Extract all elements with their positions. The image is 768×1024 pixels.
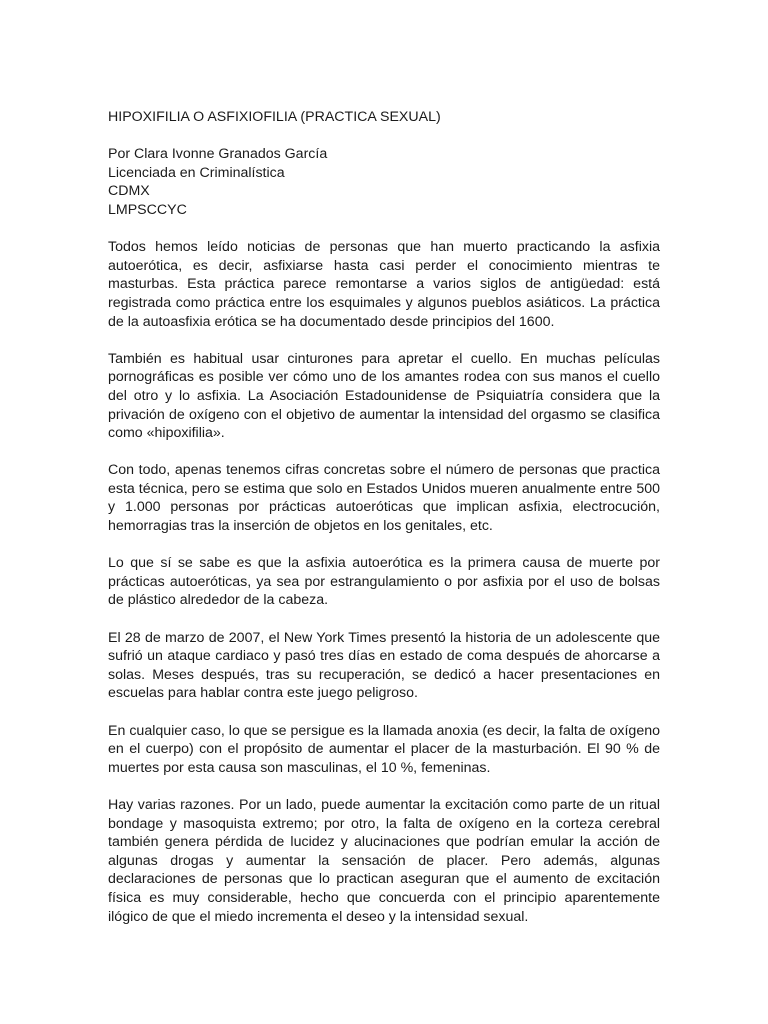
document-title: HIPOXIFILIA O ASFIXIOFILIA (PRACTICA SEXUAL) [108, 109, 441, 125]
author-location: CDMX [108, 183, 150, 200]
author-name: Por Clara Ivonne Granados García [108, 146, 328, 163]
author-code: LMPSCCYC [108, 201, 187, 218]
author-block [108, 145, 660, 219]
paragraph-3: Con todo, apenas tenemos cifras concretas sobre el número de personas que practica esta técnica, pero se estima que solo en Estados Unidos mueren anualmente entre 500 y 1.000 personas por prácticas autoeróticas que implican asfixia, electrocución, hemorragias tras la inserción de objetos en los genitales, etc. [108, 462, 660, 535]
paragraph-4: Lo que sí se sabe es que la asfixia autoerótica es la primera causa de muerte por prácticas autoeróticas, ya sea por estrangulamiento o por asfixia por el uso de bolsas de plástico alrededor de la cabeza. [108, 555, 660, 609]
document-body [108, 108, 660, 945]
paragraph-7: Hay varias razones. Por un lado, puede aumentar la excitación como parte de un ritual bondage y masoquista extremo; por otro, la falta de oxígeno en la corteza cerebral también genera pérdida de lucidez y alucinaciones que podrían emular la acción de algunas drogas y aumentar la sensación de placer. Pero además, algunas declaraciones de personas que lo practican aseguran que el aumento de excitación física es muy considerable, hecho que concuerda con el principio aparentemente ilógico de que el miedo incrementa el deseo y la intensidad sexual. [108, 796, 660, 925]
author-degree: Licenciada en Criminalística [108, 164, 285, 181]
paragraph-2: También es habitual usar cinturones para apretar el cuello. En muchas películas pornográficas es posible ver cómo uno de los amantes rodea con sus manos el cuello del otro y lo asfixia. La Asociación Estadounidense de Psiquiatría considera que la privación de oxígeno con el objetivo de aumentar la intensidad del orgasmo se clasifica como «hipoxifilia». [108, 350, 660, 442]
paragraph-5: El 28 de marzo de 2007, el New York Times presentó la historia de un adolescente que sufrió un ataque cardiaco y pasó tres días en estado de coma después de ahorcarse a solas. Meses después, tras su recuperación, se dedicó a hacer presentaciones en escuelas para hablar contra este juego peligroso. [108, 629, 660, 702]
paragraph-1: Todos hemos leído noticias de personas que han muerto practicando la asfixia autoerótica, es decir, asfixiarse hasta casi perder el conocimiento mientras te masturbas. Esta práctica parece remontarse a varios siglos de antigüedad: está registrada como práctica entre los esquimales y algunos pueblos asiáticos. La práctica de la autoasfixia erótica se ha documentado desde principios del 1600. [108, 239, 660, 330]
paragraph-6: En cualquier caso, lo que se persigue es la llamada anoxia (es decir, la falta de oxígeno en el cuerpo) con el propósito de aumentar el placer de la masturbación. El 90 % de muertes por esta causa son masculinas, el 10 %, femeninas. [108, 722, 660, 776]
